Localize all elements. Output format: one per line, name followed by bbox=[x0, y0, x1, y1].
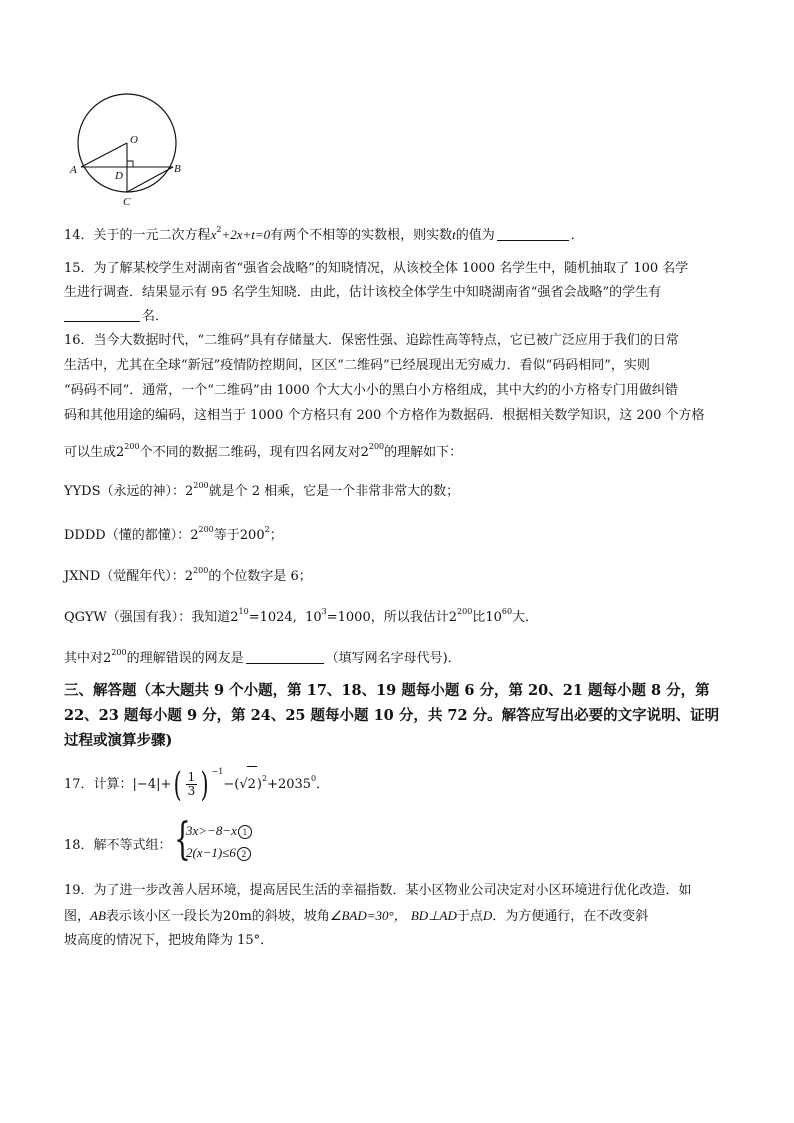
section-3-heading-line2: 22、23 题每小题 9 分，第 24、25 题每小题 10 分，共 72 分。解答应写出必要的文字说明、证明 bbox=[64, 707, 720, 724]
right-angle-mark bbox=[127, 161, 133, 167]
circle-figure bbox=[66, 92, 196, 212]
question-14: 14．关于的一元二次方程$x^2+2x+t=0$有两个不相等的实数根，则实数t的值为 ． bbox=[64, 225, 584, 243]
answer-blank-15[interactable] bbox=[64, 309, 140, 322]
opinion-yyds: YYDS（永远的神）：$2^{200}$就是个 2 相乘，它是一个非常非常大的数； bbox=[64, 481, 460, 499]
question-16-line4: 码和其他用途的编码，这相当于 1000 个方格只有 200 个方格作为数据码．根据相关数学知识，这 200 个方格 bbox=[64, 408, 705, 423]
label-b: B bbox=[174, 163, 181, 175]
question-17: 17．计算：|−4|+( $\frac{1}{3}$ ) $^{-1}-(√2)^2+2035^0$． bbox=[64, 764, 330, 805]
question-16-line5: 可以生成$2^{200}$个不同的数据二维码，现有四名网友对$2^{200}$的理解如下： bbox=[64, 442, 463, 460]
exam-page: O A B D C 14．关于的一元二次方程$x^2+2x+t=0$有两个不相等的实数根，则实数t的值为 ． 15．为了解某校学生对湖南省“强省会战略”的知晓情况，从该校全体 1000 名学生中，随机抽取了 100 名学 生进行调查．结果显示有 95 名学生知晓．由此，估计该校全体学生中知晓湖南省“强省会战略”的学生有 名． 16．当今大数据时代，“二维码”具有存储量大．保密性强、追踪性高等特点，它已被广泛应用于我们的日常 生活中，尤其在全球“新冠”疫情防控期间，区区“二维码”已经展现出无穷威力．看似“码码相同”，实则 “码码不同”．通常，一个“二维码”由 1000 个大大小小的黑白小方格组成，其中大约的小方格专门用做纠错 码和其他用途的编码，这相当于 1000 个方格只有 200 个方格作为数据码．根据相关数学知识，这 200 个方格 可以生成$2^{200}$个不同的数据二维码，现有四名网友对$2^{200}$的理解如下： YYDS（永远的神）：$2^{200}$就是个 2 相乘，它是一个非常非常大的数； DDDD（懂的都懂）：$2^{200}$等于$200^2$； JXND（觉醒年代）：$2^{200}$的个位数字是 6； QGYW（强国有我）：我知道$2^{10}=1024$, $10^3=1000$，所以我估计$2^{200}$比$10^{60}$大． 其中对$2^{200}$的理解错误的网友是 （填写网名字母代号)． 三、解答题（本大题共 9 个小题，第 17、18、19 题每小题 6 分，第 20、21 题每小题 8 分，第 22、23 题每小题 9 分，第 24、25 题每小题 10 分，共 72 分。解答应写出必要的文字说明、证明 过程或演算步骤) 17．计算：|−4|+( $\frac{1}{3}$ ) $^{-1}-(√2)^2+2035^0$． 18．解不等式组： { 3x>−8−x 1 2(x−1)≤6 2 19．为了进一步改善人居环境，提高居民生活的幸福指数．某小区物业公司决定对小区环境进行优化改造．如 图，AB表示该小区一段长为20m的斜坡，坡角∠BAD=30°， BD⊥AD于点D．为方便通行，在不改变斜 坡高度的情况下，把坡角降为 15°． bbox=[0, 0, 794, 1123]
inequality-2: 2(x−1)≤6 2 bbox=[186, 844, 251, 862]
answer-blank-14[interactable] bbox=[497, 228, 569, 241]
fraction-one-third: $\frac{1}{3}$ bbox=[187, 770, 196, 798]
opinion-qgyw: QGYW（强国有我）：我知道$2^{10}=1024$, $10^3=1000$，所以我估计$2^{200}$比$10^{60}$大． bbox=[64, 607, 539, 625]
question-15-line3: 名． bbox=[64, 308, 168, 326]
question-16-line3: “码码不同”．通常，一个“二维码”由 1000 个大大小小的黑白小方格组成，其中大约的小方格专门用做纠错 bbox=[64, 383, 678, 398]
answer-blank-16[interactable] bbox=[246, 651, 324, 664]
segment-ao bbox=[81, 143, 127, 167]
question-18-label: 18．解不等式组： bbox=[64, 838, 172, 853]
question-16-final: 其中对$2^{200}$的理解错误的网友是 （填写网名字母代号)． bbox=[64, 648, 461, 666]
label-a: A bbox=[70, 164, 77, 176]
question-16-line1: 16．当今大数据时代，“二维码”具有存储量大．保密性强、追踪性高等特点，它已被广泛应用于我们的日常 bbox=[64, 333, 679, 348]
question-15-line1: 15．为了解某校学生对湖南省“强省会战略”的知晓情况，从该校全体 1000 名学生中，随机抽取了 100 名学 bbox=[64, 261, 689, 276]
section-3-heading-line3: 过程或演算步骤) bbox=[64, 732, 173, 749]
section-3-heading-line1: 三、解答题（本大题共 9 个小题，第 17、18、19 题每小题 6 分，第 20、21 题每小题 8 分，第 bbox=[64, 682, 710, 699]
label-o: O bbox=[130, 134, 138, 146]
question-15-line2: 生进行调查．结果显示有 95 名学生知晓．由此，估计该校全体学生中知晓湖南省“强省会战略”的学生有 bbox=[64, 285, 662, 300]
label-d: D bbox=[115, 170, 123, 182]
question-19-line1: 19．为了进一步改善人居环境，提高居民生活的幸福指数．某小区物业公司决定对小区环境进行优化改造．如 bbox=[64, 883, 692, 898]
inequality-1: 3x>−8−x 1 bbox=[186, 822, 252, 840]
opinion-jxnd: JXND（觉醒年代）：$2^{200}$的个位数字是 6； bbox=[64, 566, 312, 584]
opinion-dddd: DDDD（懂的都懂）：$2^{200}$等于$200^2$； bbox=[64, 525, 283, 543]
question-19-line3: 坡高度的情况下，把坡角降为 15°． bbox=[64, 933, 274, 948]
question-19-line2: 图，AB表示该小区一段长为20m的斜坡，坡角∠BAD=30°， BD⊥AD于点D．为方便通行，在不改变斜 bbox=[64, 908, 649, 924]
segment-cb bbox=[127, 167, 173, 192]
question-16-line2: 生活中，尤其在全球“新冠”疫情防控期间，区区“二维码”已经展现出无穷威力．看似“码码相同”，实则 bbox=[64, 358, 650, 373]
label-c: C bbox=[123, 196, 131, 208]
